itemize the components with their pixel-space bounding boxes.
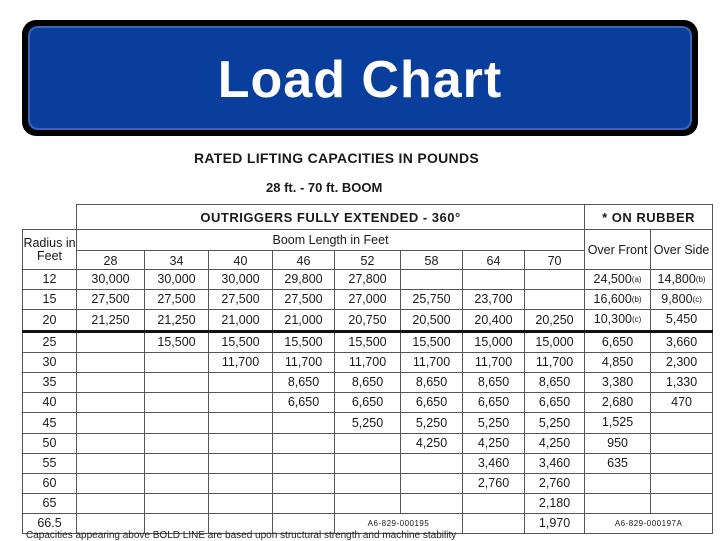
capacity-cell: 15,000 bbox=[525, 331, 585, 352]
code-label-right: A6-829-000197A bbox=[585, 514, 713, 534]
front-value: 4,850 bbox=[601, 354, 634, 369]
front-value: 6,650 bbox=[601, 334, 634, 349]
radius-cell: 30 bbox=[23, 352, 77, 372]
capacity-cell bbox=[145, 352, 209, 372]
capacity-cell bbox=[145, 494, 209, 514]
capacity-cell: 8,650 bbox=[401, 373, 463, 393]
capacity-cell bbox=[401, 453, 463, 473]
radius-cell: 65 bbox=[23, 494, 77, 514]
capacity-cell: 6,650 bbox=[463, 393, 525, 413]
capacity-cell: 30,000 bbox=[77, 270, 145, 290]
capacity-cell: 30,000 bbox=[209, 270, 273, 290]
over-side-cell bbox=[651, 373, 713, 393]
page-title: Load Chart bbox=[217, 51, 503, 109]
boom-range: 28 ft. - 70 ft. BOOM bbox=[266, 180, 383, 195]
capacity-cell: 3,460 bbox=[463, 453, 525, 473]
over-front-cell bbox=[585, 393, 651, 413]
boom-length-40: 40 bbox=[209, 251, 273, 270]
capacity-cell: 5,250 bbox=[401, 413, 463, 433]
capacity-cell: 5,250 bbox=[335, 413, 401, 433]
capacity-cell bbox=[273, 453, 335, 473]
side-value: 14,800 bbox=[657, 272, 696, 286]
side-value: 470 bbox=[671, 395, 692, 410]
footnote: Capacities appearing above BOLD LINE are based upon structural strength and machine stability bbox=[26, 530, 457, 541]
capacity-cell: 27,500 bbox=[209, 290, 273, 310]
capacity-cell bbox=[463, 494, 525, 514]
rubber-header: * ON RUBBER bbox=[585, 205, 713, 230]
capacity-cell: 27,000 bbox=[335, 290, 401, 310]
chart-heading: RATED LIFTING CAPACITIES IN POUNDS bbox=[194, 150, 480, 166]
capacity-cell bbox=[145, 413, 209, 433]
radius-header: Radius in Feet bbox=[23, 230, 77, 270]
side-value: 2,300 bbox=[665, 354, 698, 369]
capacity-cell bbox=[273, 413, 335, 433]
front-value: 950 bbox=[607, 435, 628, 450]
radius-cell: 60 bbox=[23, 474, 77, 494]
capacity-cell bbox=[525, 290, 585, 310]
side-value: 5,450 bbox=[665, 312, 698, 327]
capacity-cell: 15,500 bbox=[209, 331, 273, 352]
capacity-cell bbox=[209, 433, 273, 453]
capacity-cell bbox=[401, 494, 463, 514]
capacity-cell bbox=[273, 474, 335, 494]
boom-length-70: 70 bbox=[525, 251, 585, 270]
capacity-cell bbox=[77, 331, 145, 352]
table-row bbox=[23, 331, 713, 352]
radius-cell: 35 bbox=[23, 373, 77, 393]
front-value: 16,600 bbox=[593, 292, 632, 307]
front-value: 10,300 bbox=[593, 312, 633, 327]
over-side-cell bbox=[651, 352, 713, 372]
capacity-cell bbox=[209, 453, 273, 473]
capacity-cell: 11,700 bbox=[273, 352, 335, 372]
capacity-cell: 1,970 bbox=[525, 514, 585, 534]
over-front-cell bbox=[585, 494, 651, 514]
capacity-cell bbox=[525, 270, 585, 290]
capacity-cell: 4,250 bbox=[525, 433, 585, 453]
side-value: 9,800 bbox=[661, 292, 693, 307]
capacity-cell: 6,650 bbox=[525, 393, 585, 413]
load-chart-table bbox=[22, 204, 713, 534]
capacity-cell bbox=[209, 494, 273, 514]
front-value: 24,500 bbox=[593, 272, 632, 286]
capacity-cell: 27,500 bbox=[145, 290, 209, 310]
capacity-cell: 27,800 bbox=[335, 270, 401, 290]
capacity-cell: 2,760 bbox=[463, 474, 525, 494]
table-row bbox=[23, 290, 713, 310]
side-note: (b) bbox=[695, 275, 706, 285]
capacity-cell: 15,000 bbox=[463, 331, 525, 352]
capacity-cell: 5,250 bbox=[463, 413, 525, 433]
capacity-cell: 6,650 bbox=[401, 393, 463, 413]
table-row bbox=[23, 453, 713, 473]
load-chart-table-wrapper bbox=[22, 204, 712, 536]
capacity-cell bbox=[273, 433, 335, 453]
table-row bbox=[23, 352, 713, 372]
corner-cell bbox=[23, 205, 77, 230]
table-row bbox=[23, 373, 713, 393]
over-front-cell bbox=[585, 474, 651, 494]
table-row bbox=[23, 433, 713, 453]
over-side-cell bbox=[651, 413, 713, 433]
over-side-cell bbox=[651, 310, 713, 331]
over-side-cell bbox=[651, 270, 713, 290]
over-front-header: Over Front bbox=[585, 230, 651, 270]
capacity-cell: 25,750 bbox=[401, 290, 463, 310]
front-value: 2,680 bbox=[601, 395, 634, 410]
capacity-cell bbox=[77, 453, 145, 473]
capacity-rows bbox=[23, 270, 713, 534]
capacity-cell: 4,250 bbox=[401, 433, 463, 453]
capacity-cell bbox=[209, 474, 273, 494]
capacity-cell: 27,500 bbox=[77, 290, 145, 310]
boom-length-46: 46 bbox=[273, 251, 335, 270]
capacity-cell: 4,250 bbox=[463, 433, 525, 453]
over-side-cell bbox=[651, 474, 713, 494]
capacity-cell bbox=[209, 413, 273, 433]
capacity-cell: 6,650 bbox=[273, 393, 335, 413]
radius-cell: 55 bbox=[23, 453, 77, 473]
capacity-cell: 15,500 bbox=[335, 331, 401, 352]
capacity-cell: 8,650 bbox=[335, 373, 401, 393]
capacity-cell bbox=[77, 393, 145, 413]
outriggers-header: OUTRIGGERS FULLY EXTENDED - 360° bbox=[77, 205, 585, 230]
capacity-cell: 21,000 bbox=[273, 310, 335, 331]
capacity-cell: 2,180 bbox=[525, 494, 585, 514]
radius-cell: 50 bbox=[23, 433, 77, 453]
capacity-cell: 15,500 bbox=[401, 331, 463, 352]
capacity-cell bbox=[145, 433, 209, 453]
table-row bbox=[23, 310, 713, 331]
capacity-cell bbox=[335, 474, 401, 494]
capacity-cell bbox=[209, 393, 273, 413]
over-side-cell bbox=[651, 331, 713, 352]
front-value: 3,380 bbox=[601, 375, 634, 390]
radius-cell: 12 bbox=[23, 270, 77, 290]
capacity-cell bbox=[77, 352, 145, 372]
capacity-cell bbox=[335, 453, 401, 473]
capacity-cell: 20,750 bbox=[335, 310, 401, 331]
over-front-cell bbox=[585, 433, 651, 453]
capacity-cell bbox=[145, 474, 209, 494]
capacity-cell bbox=[77, 433, 145, 453]
capacity-cell: 11,700 bbox=[463, 352, 525, 372]
boom-length-52: 52 bbox=[335, 251, 401, 270]
radius-cell: 45 bbox=[23, 413, 77, 433]
capacity-cell: 20,500 bbox=[401, 310, 463, 331]
capacity-cell bbox=[273, 494, 335, 514]
over-front-cell bbox=[585, 290, 651, 310]
capacity-cell bbox=[335, 433, 401, 453]
capacity-cell: 21,250 bbox=[145, 310, 209, 331]
over-front-cell bbox=[585, 373, 651, 393]
radius-cell: 66.5 bbox=[23, 514, 77, 534]
capacity-cell bbox=[209, 373, 273, 393]
title-banner bbox=[22, 20, 698, 136]
capacity-cell: 21,250 bbox=[77, 310, 145, 331]
capacity-cell: 11,700 bbox=[209, 352, 273, 372]
boom-length-34: 34 bbox=[145, 251, 209, 270]
capacity-cell: 20,400 bbox=[463, 310, 525, 331]
capacity-cell: 3,460 bbox=[525, 453, 585, 473]
radius-cell: 25 bbox=[23, 331, 77, 352]
table-row bbox=[23, 270, 713, 290]
capacity-cell: 11,700 bbox=[335, 352, 401, 372]
over-front-cell bbox=[585, 310, 651, 331]
capacity-cell: 6,650 bbox=[335, 393, 401, 413]
boom-length-64: 64 bbox=[463, 251, 525, 270]
boom-length-28: 28 bbox=[77, 251, 145, 270]
over-side-header: Over Side bbox=[651, 230, 713, 270]
radius-cell: 15 bbox=[23, 290, 77, 310]
code-label-left: A6-829-000195 bbox=[335, 514, 463, 534]
capacity-cell: 11,700 bbox=[525, 352, 585, 372]
capacity-cell bbox=[401, 270, 463, 290]
capacity-cell: 8,650 bbox=[273, 373, 335, 393]
front-note: (c) bbox=[632, 315, 642, 325]
over-front-cell bbox=[585, 331, 651, 352]
capacity-cell bbox=[145, 373, 209, 393]
capacity-cell bbox=[145, 453, 209, 473]
capacity-cell: 30,000 bbox=[145, 270, 209, 290]
capacity-cell: 2,760 bbox=[525, 474, 585, 494]
capacity-cell bbox=[77, 413, 145, 433]
table-row bbox=[23, 474, 713, 494]
capacity-cell bbox=[77, 494, 145, 514]
radius-cell: 20 bbox=[23, 310, 77, 331]
table-row bbox=[23, 393, 713, 413]
radius-cell: 40 bbox=[23, 393, 77, 413]
over-front-cell bbox=[585, 453, 651, 473]
side-value: 1,330 bbox=[665, 375, 698, 390]
front-value: 1,525 bbox=[601, 415, 634, 430]
table-row bbox=[23, 494, 713, 514]
front-note: (a) bbox=[631, 275, 642, 285]
over-side-cell bbox=[651, 494, 713, 514]
capacity-cell: 21,000 bbox=[209, 310, 273, 331]
over-front-cell bbox=[585, 270, 651, 290]
over-side-cell bbox=[651, 393, 713, 413]
capacity-cell: 23,700 bbox=[463, 290, 525, 310]
over-side-cell bbox=[651, 453, 713, 473]
capacity-cell bbox=[77, 474, 145, 494]
table-row bbox=[23, 413, 713, 433]
front-value: 635 bbox=[607, 455, 628, 470]
capacity-cell: 11,700 bbox=[401, 352, 463, 372]
capacity-cell bbox=[401, 474, 463, 494]
over-side-cell bbox=[651, 290, 713, 310]
side-note: (c) bbox=[692, 295, 702, 305]
over-front-cell bbox=[585, 413, 651, 433]
capacity-cell: 5,250 bbox=[525, 413, 585, 433]
boom-length-header: Boom Length in Feet bbox=[77, 230, 585, 251]
capacity-cell: 27,500 bbox=[273, 290, 335, 310]
boom-length-58: 58 bbox=[401, 251, 463, 270]
capacity-cell bbox=[463, 514, 525, 534]
title-banner-panel bbox=[28, 26, 692, 130]
capacity-cell: 29,800 bbox=[273, 270, 335, 290]
over-side-cell bbox=[651, 433, 713, 453]
capacity-cell bbox=[463, 270, 525, 290]
capacity-cell bbox=[77, 373, 145, 393]
capacity-cell bbox=[335, 494, 401, 514]
capacity-cell: 15,500 bbox=[273, 331, 335, 352]
front-note: (b) bbox=[631, 295, 642, 305]
side-value: 3,660 bbox=[665, 334, 698, 349]
capacity-cell: 15,500 bbox=[145, 331, 209, 352]
capacity-cell: 8,650 bbox=[525, 373, 585, 393]
capacity-cell: 8,650 bbox=[463, 373, 525, 393]
over-front-cell bbox=[585, 352, 651, 372]
capacity-cell: 20,250 bbox=[525, 310, 585, 331]
capacity-cell bbox=[145, 393, 209, 413]
